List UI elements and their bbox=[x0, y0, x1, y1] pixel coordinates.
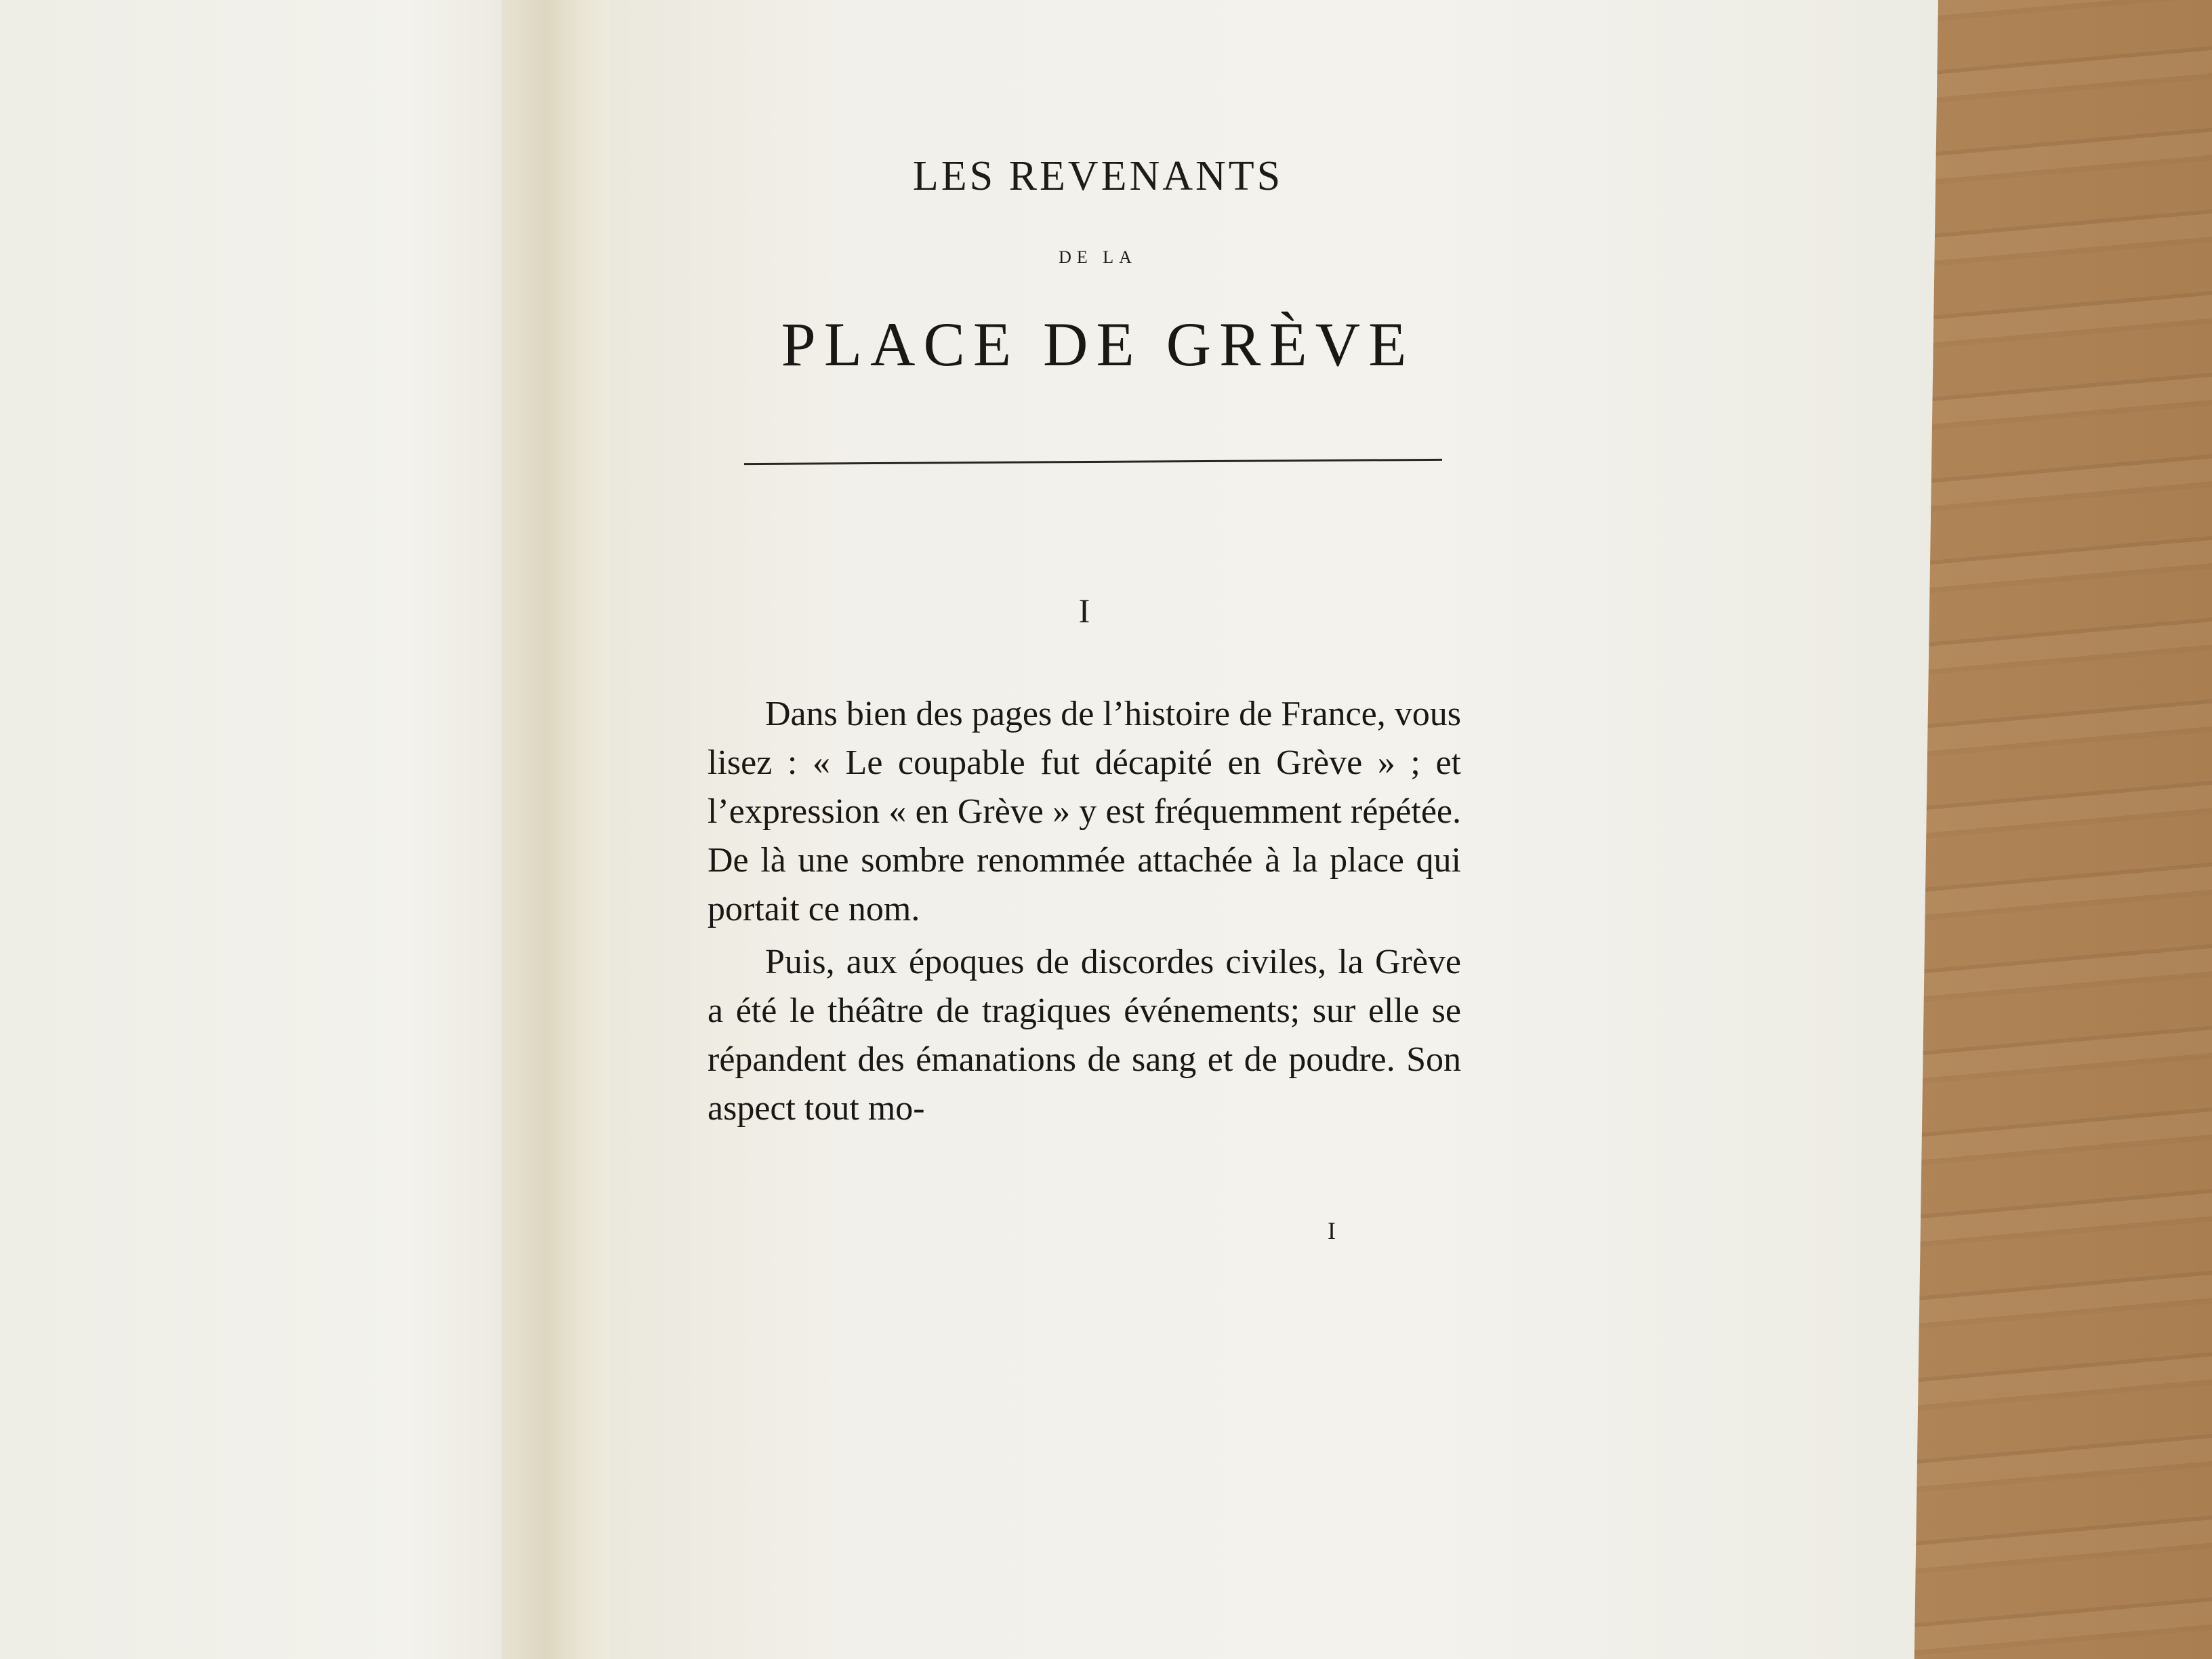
paragraph-1: Dans bien des pages de l’histoire de France, vous lisez : « Le coupable fut décapité en Grève » ; et l’expression « en Grève » y est fréquemment répétée. De là une sombre renommée attachée à la place qui portait ce nom. bbox=[708, 695, 1461, 928]
title-line-2: DE LA bbox=[1059, 247, 1137, 267]
title-line-1: LES REVENANTS bbox=[912, 153, 1284, 199]
chapter-numeral: I bbox=[1078, 592, 1090, 630]
page-number: I bbox=[1328, 1217, 1336, 1244]
main-title: PLACE DE GRÈVE bbox=[781, 310, 1415, 379]
title-rule bbox=[744, 459, 1442, 465]
body-text bbox=[708, 690, 1461, 1133]
paragraph-2: Puis, aux époques de discordes civiles, la Grève a été le théâtre de tragiques événements; sur elle se répandent des émanations de sang et de poudre. Son aspect tout mo- bbox=[708, 943, 1461, 1128]
